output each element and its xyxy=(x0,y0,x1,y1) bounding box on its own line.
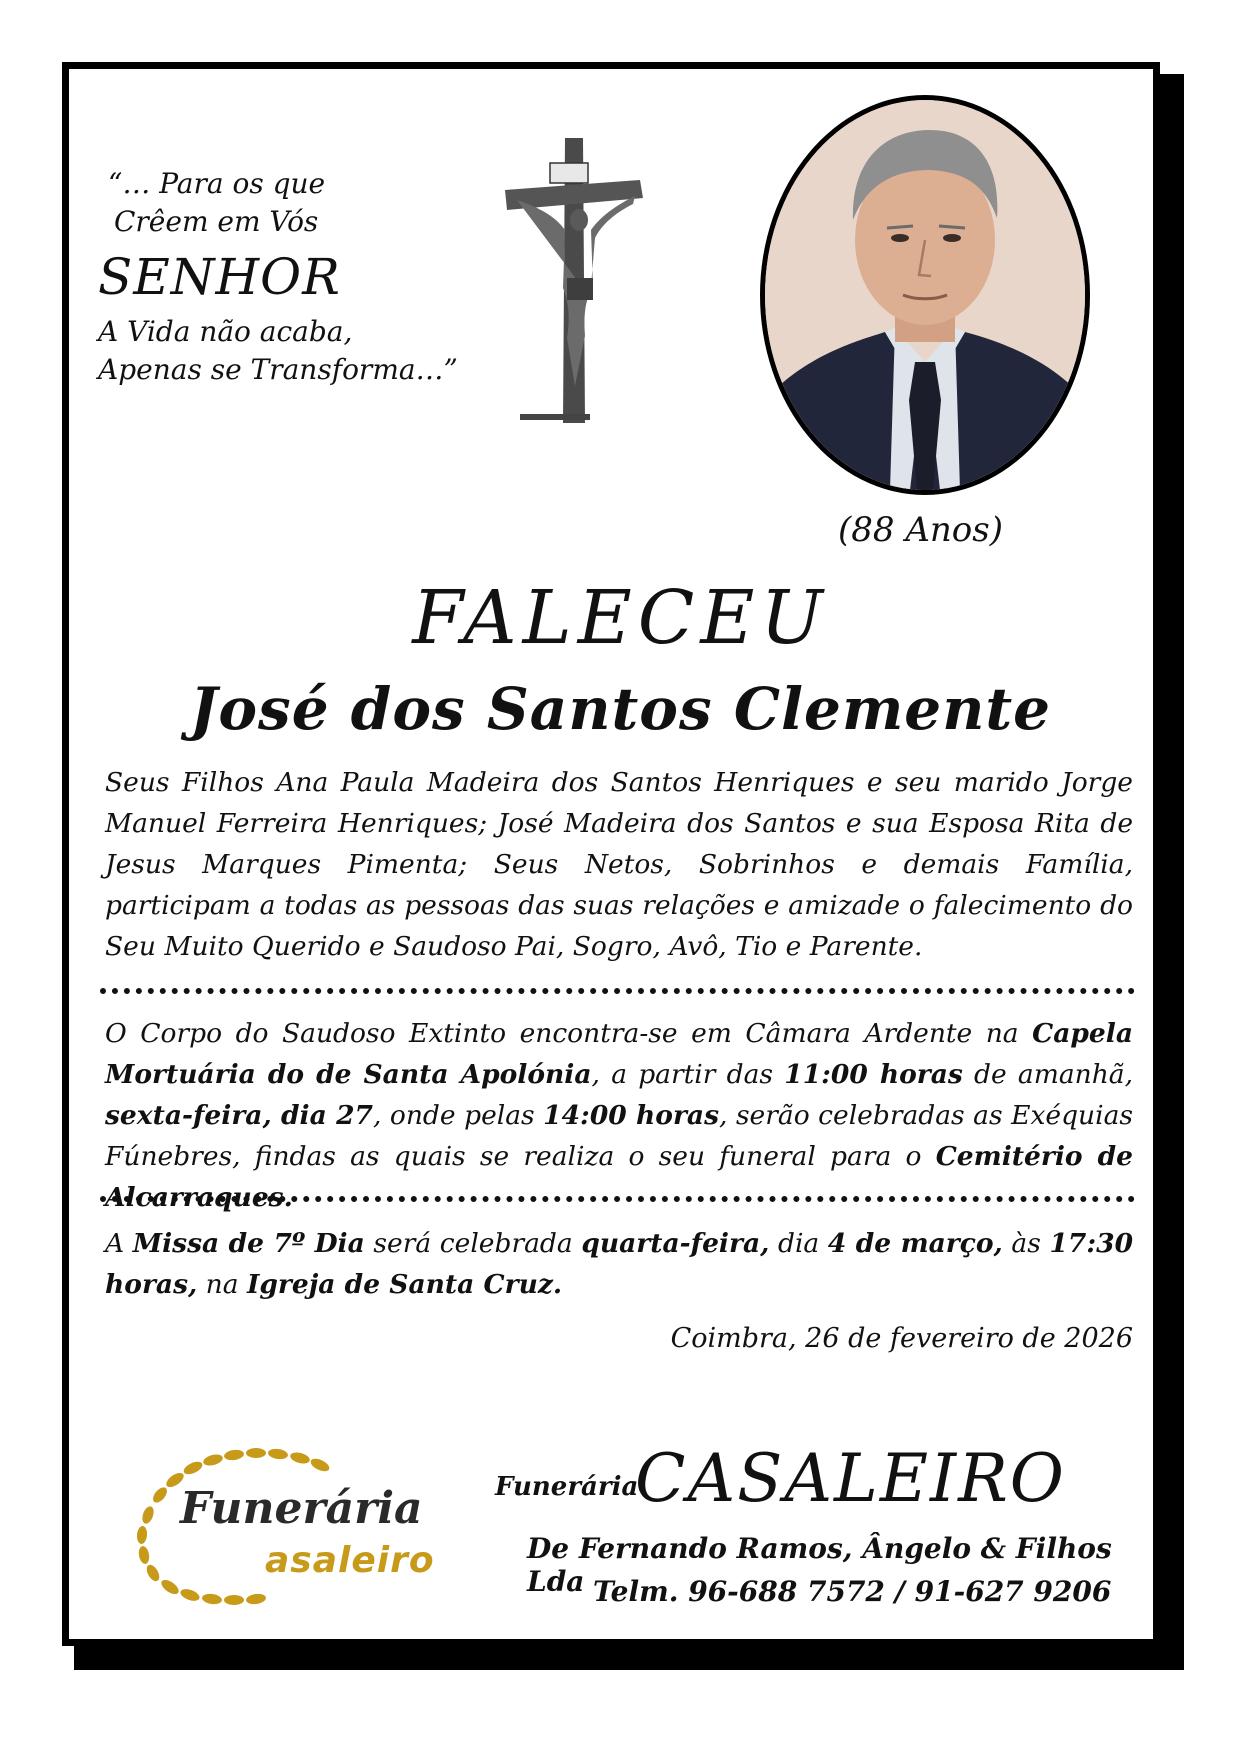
wake-text: , onde pelas xyxy=(372,1100,544,1131)
headline: FALECEU xyxy=(412,575,829,661)
quote-block xyxy=(98,165,498,389)
funeral-home-owners: De Fernando Ramos, Ângelo & Filhos Lda xyxy=(527,1532,1112,1598)
mass-church: Igreja de Santa Cruz. xyxy=(246,1269,563,1300)
age-label: (88 Anos) xyxy=(838,510,1003,550)
quote-line-4: Apenas se Transforma…” xyxy=(98,353,458,386)
dotted-divider xyxy=(100,988,1135,994)
quote-line-1: “… Para os que xyxy=(108,167,326,200)
mass-title: Missa de 7º Dia xyxy=(132,1228,365,1259)
crucifix-icon xyxy=(505,138,645,428)
mass-text: dia xyxy=(769,1228,828,1259)
funeral-home-phones: Telm. 96-688 7572 / 91-627 9206 xyxy=(593,1575,1112,1608)
funeral-home-name: CASALEIRO xyxy=(635,1440,1066,1517)
place-date: Coimbra, 26 de fevereiro de 2026 xyxy=(670,1323,1133,1354)
mass-date: 4 de março, xyxy=(827,1228,1003,1259)
mass-text: será celebrada xyxy=(364,1228,582,1259)
wake-notice xyxy=(105,1013,1133,1218)
service-time: 14:00 horas xyxy=(543,1100,720,1131)
mass-text: às xyxy=(1002,1228,1050,1259)
quote-line-3: A Vida não acaba, xyxy=(98,315,353,348)
dotted-divider xyxy=(100,1196,1135,1202)
logo-word-funeraria: Funerária xyxy=(180,1483,423,1534)
wake-text: , serão celebradas as Exéquias Fúnebres, findas as quais se realiza o seu funeral para o xyxy=(105,1100,1133,1172)
cemetery-name: Cemitério de Alcarraques. xyxy=(105,1141,1133,1213)
funeral-home-prefix: Funerária xyxy=(495,1472,639,1502)
wake-time: 11:00 horas xyxy=(784,1059,963,1090)
family-notice: Seus Filhos Ana Paula Madeira dos Santos Henriques e seu marido Jorge Manuel Ferreira Henriques; José Madeira dos Santos e sua Esposa Rita de Jesus Marques Pimenta; Seus Netos, Sobrinhos e demais Família, participam a todas as pessoas das suas relações e amizade o falecimento do Seu Muito Querido e Saudoso Pai, Sogro, Avô, Tio e Parente. xyxy=(105,767,1133,962)
mass-time: 17:30 horas, xyxy=(105,1228,1134,1300)
portrait-image xyxy=(765,100,1085,490)
wake-text: O Corpo do Saudoso Extinto encontra-se em Câmara Ardente na xyxy=(105,1018,1033,1049)
funeral-home-logo xyxy=(120,1435,465,1605)
mass-weekday: quarta-feira, xyxy=(581,1228,770,1259)
mass-text: A xyxy=(105,1228,133,1259)
deceased-portrait xyxy=(760,95,1090,495)
wake-text: , a partir das xyxy=(591,1059,785,1090)
logo-word-asaleiro: asaleiro xyxy=(265,1540,435,1581)
quote-emphasis: SENHOR xyxy=(98,248,341,306)
quote-line-2: Crêem em Vós xyxy=(114,205,319,238)
chapel-name: Capela Mortuária do de Santa Apolónia xyxy=(105,1018,1133,1090)
wake-date: sexta-feira, dia 27 xyxy=(105,1100,373,1131)
wake-text: de amanhã, xyxy=(962,1059,1133,1090)
mass-notice xyxy=(105,1223,1133,1305)
deceased-name: José dos Santos Clemente xyxy=(189,675,1052,743)
mass-text: na xyxy=(197,1269,247,1300)
